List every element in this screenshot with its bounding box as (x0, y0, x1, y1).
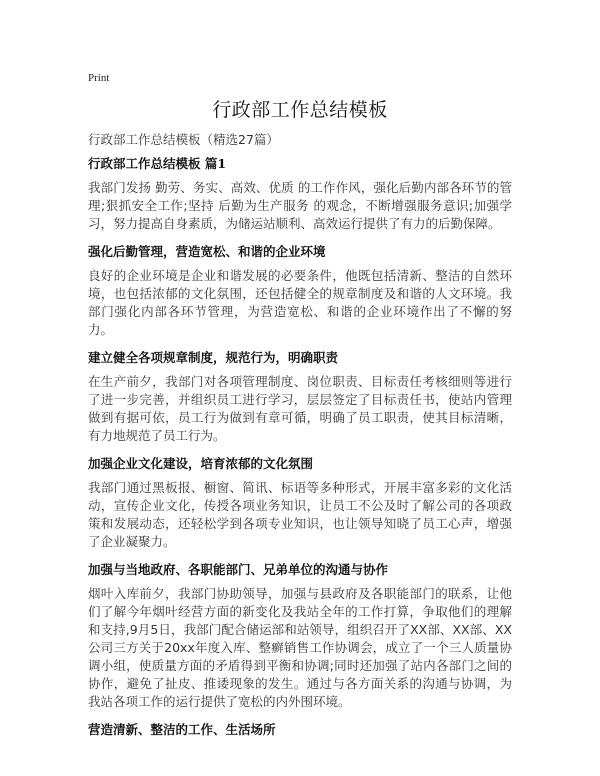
section-paragraph: 在生产前夕，我部门对各项管理制度、岗位职责、目标责任考核细则等进行了进一步完善，并组织员工进行学习，层层签定了目标责任书，使站内管理做到有据可依，员工行为做到有章可循，明确了员工职责，使其目标清晰，有力地规范了员工行为。 (88, 374, 512, 443)
section-heading: 强化后勤管理，营造宽松、和谐的企业环境 (88, 244, 326, 259)
section-paragraph: 良好的企业环境是企业和谐发展的必要条件，他既包括清新、整洁的自然环境，也包括浓郁的文化氛围，还包括健全的规章制度及和谐的人文环境。我部门强化内部各环节管理，为营造宽松、和谐的企业环境作出了不懈的努力。 (88, 268, 512, 337)
section-paragraph: 我部门通过黑板报、橱窗、简讯、标语等多种形式，开展丰富多彩的文化活动，宣传企业文化，传授各项业务知识，让员工不公及时了解公司的各项政策和发展动态，还轻松学到各项专业知识，也让领导知晓了员工心声，增强了企业凝聚力。 (88, 480, 512, 549)
section-paragraph: 烟叶入库前夕，我部门协助领导，加强与县政府及各职能部门的联系，让他们了解今年烟叶经营方面的新变化及我站全年的工作打算，争取他们的理解和支持,9月5日，我部门配合储运部和站领导，组织召开了XX部、XX部、XX公司三方关于20xx年度入库、整癣销售工作协调会，成立了一个三人质量协调小组，使质量方面的矛盾得到平衡和协调;同时还加强了站内各部门之间的协作，避免了扯皮、推诿现象的发生。通过与各方面关系的沟通与协调，为我站各项工作的运行提供了宽松的内外围环境。 (88, 586, 512, 709)
section-heading: 加强企业文化建设，培育浓郁的文化氛围 (88, 456, 314, 471)
page-title: 行政部工作总结模板 (212, 99, 388, 121)
print-link[interactable]: Print (88, 72, 110, 84)
section-heading: 行政部工作总结模板 篇1 (88, 156, 227, 171)
section-paragraph: 我部门发扬 勤劳、务实、高效、优质 的工作作风，强化后勤内部各环节的管理;狠抓安全工作;坚持 后勤为生产服务 的观念，不断增强服务意识;加强学习，努力提高自身素质，为储运站顺利、高效运行提供了有力的后勤保障。 (88, 180, 512, 231)
document-body (88, 131, 512, 745)
document-subtitle: 行政部工作总结模板（精选27篇） (88, 132, 279, 147)
section-heading: 加强与当地政府、各职能部门、兄弟单位的沟通与协作 (88, 562, 389, 577)
section-heading: 建立健全各项规章制度，规范行为，明确职责 (88, 350, 339, 365)
section-heading: 营造清新、整洁的工作、生活场所 (88, 722, 276, 737)
